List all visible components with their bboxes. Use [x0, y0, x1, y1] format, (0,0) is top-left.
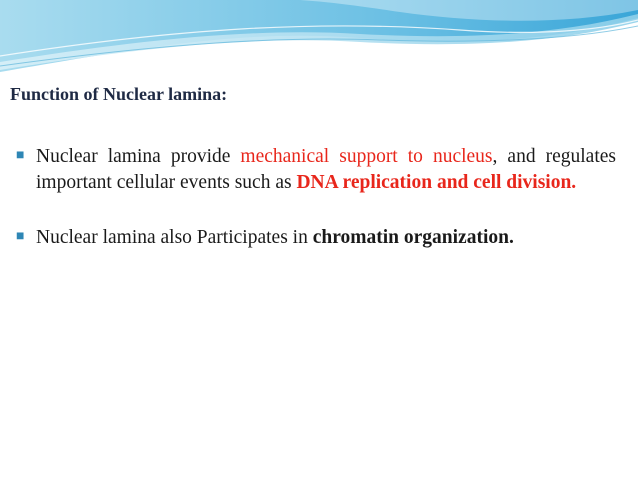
slide-heading: Function of Nuclear lamina:	[10, 84, 228, 104]
bullet-text: Nuclear lamina provide	[36, 146, 241, 167]
bold-text: chromatin organization.	[312, 227, 514, 248]
bullet-item	[16, 144, 616, 196]
square-bullet-icon: ■	[16, 229, 25, 244]
bullet-item	[16, 225, 616, 251]
square-bullet-icon: ■	[16, 148, 25, 163]
highlight-text: mechanical support to nucleus	[240, 146, 493, 167]
bullet-text: Nuclear lamina also Participates in	[36, 227, 313, 248]
highlight-bold-text: DNA replication and cell division.	[296, 172, 577, 193]
bullet-text: , and regulates important cellular events such as	[36, 146, 616, 193]
bullet-list	[16, 144, 616, 251]
header-wave-decoration	[0, 0, 638, 80]
